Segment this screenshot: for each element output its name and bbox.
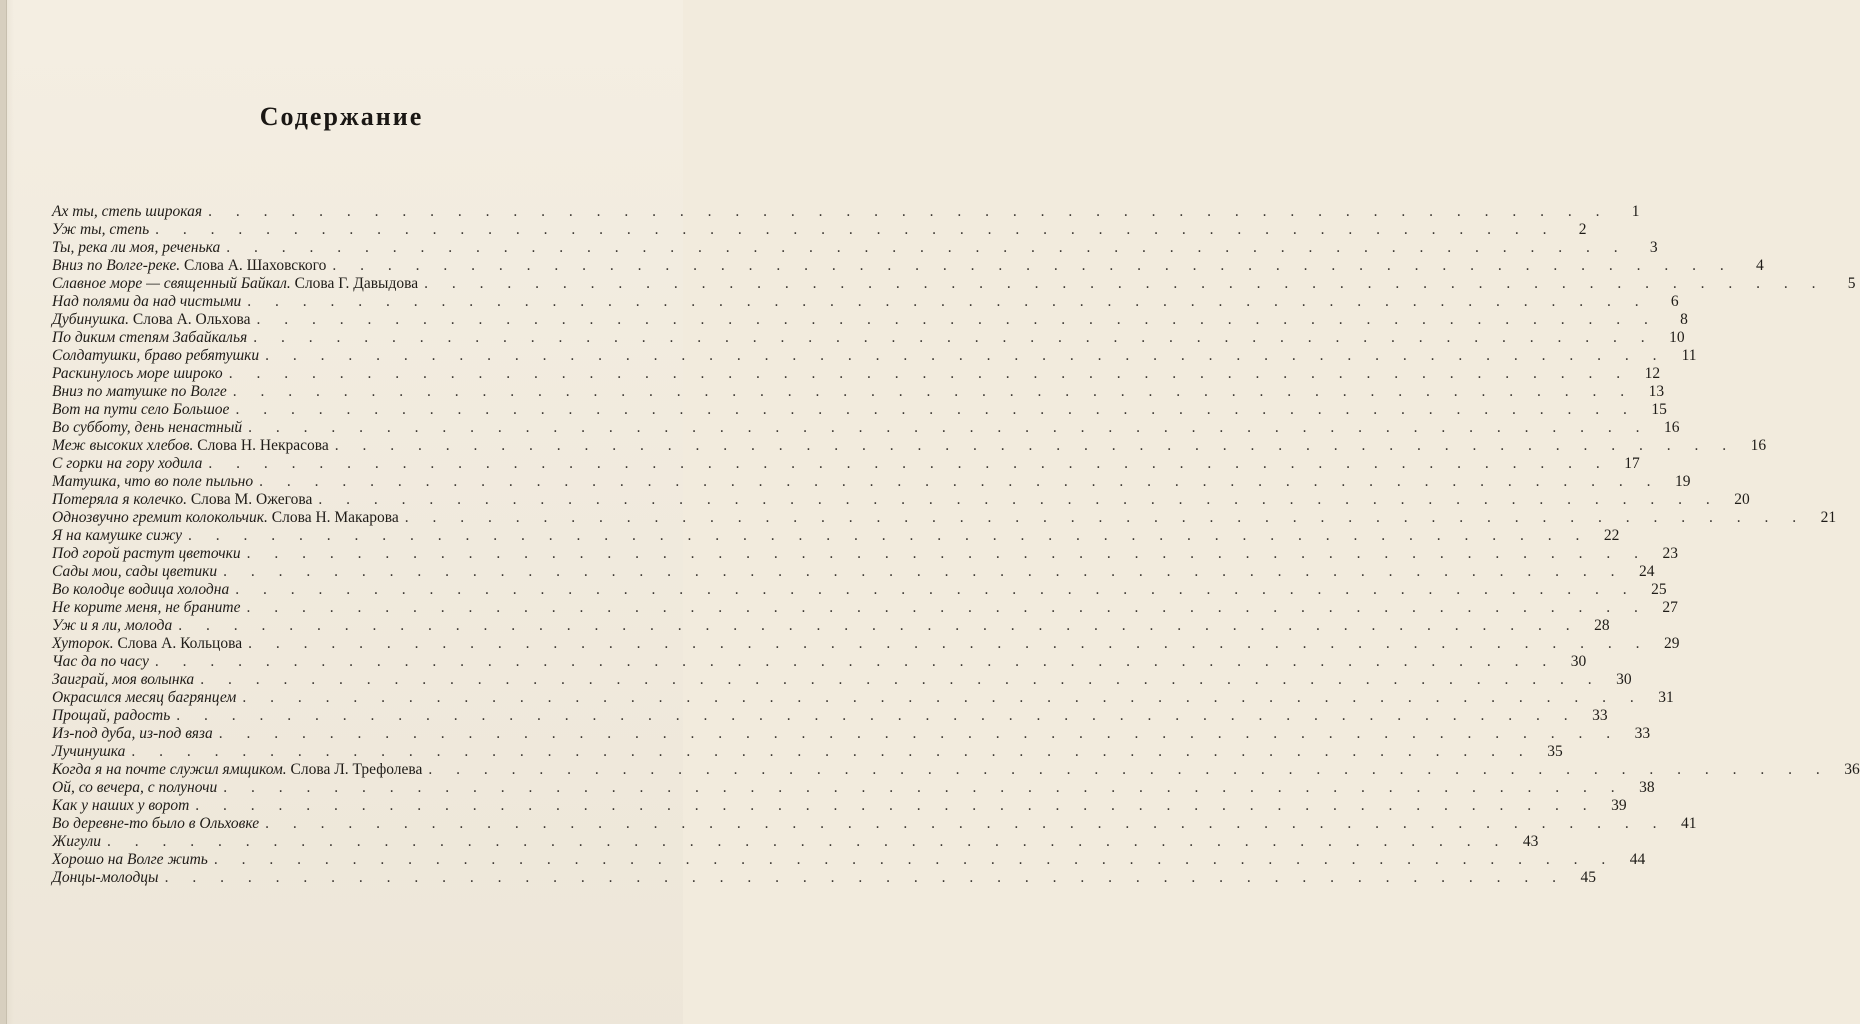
toc-entry[interactable]	[52, 563, 1655, 581]
toc-entry-text	[52, 509, 399, 527]
page-number: 21	[1820, 509, 1837, 526]
toc-entry-text	[52, 257, 326, 275]
page-number: 30	[1616, 671, 1632, 688]
song-title: Окрасился месяц багрянцем	[52, 689, 237, 706]
song-title: Уж и я ли, молода	[52, 617, 173, 634]
toc-entry-text	[52, 419, 242, 437]
toc-entry-text	[52, 563, 217, 581]
toc-entry[interactable]	[52, 653, 1587, 671]
lyrics-author: Слова Н. Макарова	[271, 509, 399, 526]
page-number: 12	[1644, 365, 1661, 382]
toc-entry[interactable]	[52, 221, 1587, 239]
song-title: Сады мои, сады цветики	[52, 563, 218, 580]
dot-leader: . . . . . . . . . . . . . . . . . . . . . . . . . . . . . . . . . . . . . . . . . . . . . . . . . . .	[246, 599, 1648, 616]
toc-entry[interactable]	[52, 833, 1539, 851]
toc-entry[interactable]	[52, 617, 1610, 635]
dot-leader: . . . . . . . . . . . . . . . . . . . . . . . . . . . . . . . . . . . . . . . . . . . . . . . . . . .	[223, 563, 1625, 580]
song-title: Час да по часу	[52, 653, 149, 670]
page-number: 5	[1847, 275, 1856, 292]
page-number: 35	[1547, 743, 1563, 760]
song-title: Когда я на почте служил ямщиком.	[52, 761, 287, 778]
dot-leader: . . . . . . . . . . . . . . . . . . . . . . . . . . . . . . . . . . . . . . . . . . . . . . . . . . .	[228, 365, 1631, 382]
dot-leader: . . . . . . . . . . . . . . . . . . . . . . . . . . . . . . . . . . . . . . . . . . . . . . . . . . .	[106, 833, 1509, 850]
toc-entry-text	[52, 869, 159, 887]
dot-leader: . . . . . . . . . . . . . . . . . . . . . . . . . . . . . . . . . . . . . . . . . . . . . . . . . . .	[265, 815, 1667, 832]
dot-leader: . . . . . . . . . . . . . . . . . . . . . . . . . . . . . . . . . . . . . . . . . . . . . . . . . . .	[226, 239, 1628, 256]
toc-entry-text	[52, 761, 422, 779]
page-number: 8	[1680, 311, 1688, 328]
toc-entry-text	[52, 275, 418, 293]
song-title: Ах ты, степь широкая	[52, 203, 203, 220]
toc-entry-text	[52, 743, 125, 761]
page-number: 10	[1669, 329, 1685, 346]
lyrics-author: Слова А. Кольцова	[117, 635, 243, 652]
song-title: Как у наших у ворот	[52, 797, 190, 814]
toc-entry[interactable]	[52, 545, 1678, 563]
dot-leader: . . . . . . . . . . . . . . . . . . . . . . . . . . . . . . . . . . . . . . . . . . . . . . . . . . .	[242, 689, 1644, 706]
dot-leader: . . . . . . . . . . . . . . . . . . . . . . . . . . . . . . . . . . . . . . . . . . . . . . . . . . .	[208, 203, 1610, 220]
page-number: 45	[1580, 869, 1596, 886]
song-title: Меж высоких хлебов.	[52, 437, 194, 454]
dot-leader: . . . . . . . . . . . . . . . . . . . . . . . . . . . . . . . . . . . . . . . . . . . . . . . . . . .	[232, 383, 1635, 400]
toc-entry[interactable]	[52, 761, 1860, 779]
toc-entry[interactable]	[52, 365, 1661, 383]
toc-entry[interactable]	[52, 347, 1697, 365]
dot-leader: . . . . . . . . . . . . . . . . . . . . . . . . . . . . . . . . . . . . . . . . . . . . . . . . . . .	[200, 671, 1602, 688]
lyrics-author: Слова А. Шаховского	[184, 257, 327, 274]
page-number: 33	[1592, 707, 1608, 724]
toc-entry-text	[52, 797, 189, 815]
toc-entry-text	[52, 347, 259, 365]
page-number: 13	[1648, 383, 1665, 400]
page-number: 38	[1639, 779, 1655, 796]
dot-leader: . . . . . . . . . . . . . . . . . . . . . . . . . . . . . . . . . . . . . . . . . . . . . . . . . . .	[223, 779, 1625, 796]
song-title: Над полями да над чистыми	[52, 293, 242, 310]
song-title: Из-под дуба, из-под вяза	[52, 725, 213, 742]
page-number: 15	[1651, 401, 1667, 418]
song-title: Жигули	[52, 833, 101, 850]
song-title: Славное море — священный Байкал.	[52, 275, 291, 292]
song-title: Во субботу, день ненастный	[52, 419, 243, 436]
song-title: Хорошо на Волге жить	[52, 851, 208, 868]
song-title: Дубинушка.	[52, 311, 130, 328]
page-number: 19	[1674, 473, 1691, 490]
toc-entry-text	[52, 851, 208, 869]
toc-entry[interactable]	[52, 635, 1680, 653]
page-number: 6	[1670, 293, 1679, 310]
page-number: 36	[1844, 761, 1860, 778]
toc-entry[interactable]	[52, 851, 1646, 869]
toc-entry-text	[52, 455, 202, 473]
page-number: 20	[1734, 491, 1750, 508]
toc-entry[interactable]	[52, 437, 1767, 455]
song-title: Вот на пути село Большое	[52, 401, 230, 418]
dot-leader: . . . . . . . . . . . . . . . . . . . . . . . . . . . . . . . . . . . . . . . . . . . . . . . . . . .	[176, 707, 1578, 724]
page-number: 31	[1658, 689, 1674, 706]
toc-entry[interactable]	[52, 707, 1608, 725]
toc-entry[interactable]	[52, 293, 1679, 311]
toc-entry[interactable]	[52, 815, 1697, 833]
toc-entry[interactable]	[52, 329, 1685, 347]
dot-leader: . . . . . . . . . . . . . . . . . . . . . . . . . . . . . . . . . . . . . . . . . . . . . . . . . . .	[235, 401, 1637, 418]
song-title: С горки на гору ходила	[52, 455, 203, 472]
song-title: Прощай, радость	[52, 707, 171, 724]
page-number: 4	[1756, 257, 1764, 274]
page-number: 23	[1662, 545, 1678, 562]
toc-entry-text	[52, 545, 241, 563]
toc-entry-text	[52, 779, 217, 797]
song-title: Не корите меня, не браните	[52, 599, 241, 616]
toc-entry[interactable]	[52, 689, 1674, 707]
lyrics-author: Слова Г. Давыдова	[294, 275, 419, 292]
table-of-contents	[52, 203, 1860, 887]
toc-entry-text	[52, 383, 227, 401]
song-title: Донцы-молодцы	[52, 869, 159, 886]
dot-leader: . . . . . . . . . . . . . . . . . . . . . . . . . . . . . . . . . . . . . . . . . . . . . . . . . . .	[195, 797, 1597, 814]
dot-leader: . . . . . . . . . . . . . . . . . . . . . . . . . . . . . . . . . . . . . . . . . . . . . . . . . . .	[208, 455, 1610, 472]
page-number: 2	[1578, 221, 1587, 238]
dot-leader: . . . . . . . . . . . . . . . . . . . . . . . . . . . . . . . . . . . . . . . . . . . . . . . . . . .	[218, 725, 1621, 742]
song-title: Однозвучно гремит колокольчик.	[52, 509, 268, 526]
toc-entry-text	[52, 437, 329, 455]
song-title: По диким степям Забайкалья	[52, 329, 248, 346]
toc-entry-text	[52, 491, 312, 509]
lyrics-author: Слова Н. Некрасова	[197, 437, 329, 454]
toc-entry[interactable]	[52, 383, 1665, 401]
song-title: Заиграй, моя волынка	[52, 671, 195, 688]
dot-leader: . . . . . . . . . . . . . . . . . . . . . . . . . . . . . . . . . . . . . . . . . . . . . . . . . . .	[131, 743, 1533, 760]
dot-leader: . . . . . . . . . . . . . . . . . . . . . . . . . . . . . . . . . . . . . . . . . . . . . . . . . . .	[246, 545, 1648, 562]
page-edge	[0, 0, 7, 1024]
page-number: 11	[1681, 347, 1697, 364]
song-title: Вниз по Волге-реке.	[52, 257, 181, 274]
dot-leader: . . . . . . . . . . . . . . . . . . . . . . . . . . . . . . . . . . . . . . . . . . . . . . . . . . .	[235, 581, 1637, 598]
dot-leader: . . . . . . . . . . . . . . . . . . . . . . . . . . . . . . . . . . . . . . . . . . . . . . . . . . .	[248, 419, 1650, 436]
toc-entry-text	[52, 329, 247, 347]
toc-entry[interactable]	[52, 275, 1856, 293]
page-number: 41	[1680, 815, 1697, 832]
song-title: Солдатушки, браво ребятушки	[52, 347, 260, 364]
toc-entry[interactable]	[52, 671, 1632, 689]
toc-entry[interactable]	[52, 419, 1680, 437]
toc-entry-text	[52, 833, 101, 851]
page-number: 25	[1651, 581, 1667, 598]
song-title: Матушка, что во поле пыльно	[52, 473, 254, 490]
toc-entry-text	[52, 725, 213, 743]
toc-entry[interactable]	[52, 869, 1596, 887]
song-title: Под горой растут цветочки	[52, 545, 241, 562]
toc-entry-text	[52, 221, 149, 239]
toc-entry[interactable]	[52, 311, 1688, 329]
page-number: 44	[1629, 851, 1646, 868]
toc-entry[interactable]	[52, 779, 1655, 797]
toc-entry[interactable]	[52, 797, 1627, 815]
dot-leader: . . . . . . . . . . . . . . . . . . . . . . . . . . . . . . . . . . . . . . . . . . . . . . . . . . .	[164, 869, 1566, 886]
toc-entry[interactable]	[52, 257, 1764, 275]
toc-entry-text	[52, 311, 250, 329]
toc-entry-text	[52, 635, 242, 653]
song-title: Во деревне-то было в Ольховке	[52, 815, 260, 832]
dot-leader: . . . . . . . . . . . . . . . . . . . . . . . . . . . . . . . . . . . . . . . . . . . . . . . . . . .	[247, 293, 1649, 310]
dot-leader: . . . . . . . . . . . . . . . . . . . . . . . . . . . . . . . . . . . . . . . . . . . . . . . . . . .	[265, 347, 1667, 364]
toc-entry-text	[52, 365, 223, 383]
dot-leader: . . . . . . . . . . . . . . . . . . . . . . . . . . . . . . . . . . . . . . . . . . . . . . . . . . .	[332, 257, 1734, 274]
lyrics-author: Слова А. Ольхова	[132, 311, 251, 328]
toc-entry-text	[52, 671, 194, 689]
song-title: Хуторок.	[52, 635, 114, 652]
dot-leader: . . . . . . . . . . . . . . . . . . . . . . . . . . . . . . . . . . . . . . . . . . . . . . . . . . .	[188, 527, 1590, 544]
toc-entry-text	[52, 617, 172, 635]
page-number: 29	[1663, 635, 1680, 652]
page-number: 30	[1570, 653, 1587, 670]
toc-entry[interactable]	[52, 509, 1837, 527]
toc-entry[interactable]	[52, 527, 1620, 545]
dot-leader: . . . . . . . . . . . . . . . . . . . . . . . . . . . . . . . . . . . . . . . . . . . . . . . . . . .	[155, 221, 1557, 238]
dot-leader: . . . . . . . . . . . . . . . . . . . . . . . . . . . . . . . . . . . . . . . . . . . . . . . . . . .	[253, 329, 1655, 346]
page-number: 43	[1522, 833, 1539, 850]
song-title: Я на камушке сижу	[52, 527, 183, 544]
dot-leader: . . . . . . . . . . . . . . . . . . . . . . . . . . . . . . . . . . . . . . . . . . . . . . . . . . .	[178, 617, 1580, 634]
page-number: 3	[1649, 239, 1658, 256]
toc-entry-text	[52, 401, 229, 419]
page-number: 16	[1663, 419, 1680, 436]
toc-entry[interactable]	[52, 203, 1640, 221]
toc-entry-text	[52, 815, 259, 833]
dot-leader: . . . . . . . . . . . . . . . . . . . . . . . . . . . . . . . . . . . . . . . . . . . . . . . . . . .	[213, 851, 1616, 868]
page-number: 24	[1638, 563, 1655, 580]
song-title: Ты, река ли моя, реченька	[52, 239, 221, 256]
toc-entry[interactable]	[52, 455, 1640, 473]
dot-leader: . . . . . . . . . . . . . . . . . . . . . . . . . . . . . . . . . . . . . . . . . . . . . . . . . . .	[256, 311, 1658, 328]
toc-entry[interactable]	[52, 473, 1691, 491]
toc-entry-text	[52, 239, 220, 257]
song-title: Во колодце водица холодна	[52, 581, 230, 598]
song-title: Лучинушка	[52, 743, 126, 760]
toc-entry-text	[52, 599, 240, 617]
toc-entry-text	[52, 527, 182, 545]
page-number: 33	[1634, 725, 1651, 742]
dot-leader: . . . . . . . . . . . . . . . . . . . . . . . . . . . . . . . . . . . . . . . . . . . . . . . . . . .	[424, 275, 1826, 292]
page-number: 27	[1662, 599, 1678, 616]
dot-leader: . . . . . . . . . . . . . . . . . . . . . . . . . . . . . . . . . . . . . . . . . . . . . . . . . . .	[259, 473, 1661, 490]
toc-entry-text	[52, 689, 236, 707]
toc-entry[interactable]	[52, 725, 1651, 743]
song-title: Уж ты, степь	[52, 221, 150, 238]
song-title: Ой, со вечера, с полуночи	[52, 779, 218, 796]
toc-entry-text	[52, 293, 241, 311]
dot-leader: . . . . . . . . . . . . . . . . . . . . . . . . . . . . . . . . . . . . . . . . . . . . . . . . . . .	[428, 761, 1830, 778]
lyrics-author: Слова М. Ожегова	[190, 491, 313, 508]
page-number: 22	[1603, 527, 1620, 544]
lyrics-author: Слова Л. Трефолева	[290, 761, 423, 778]
dot-leader: . . . . . . . . . . . . . . . . . . . . . . . . . . . . . . . . . . . . . . . . . . . . . . . . . . .	[248, 635, 1650, 652]
song-title: Вниз по матушке по Волге	[52, 383, 227, 400]
page-title: Содержание	[259, 102, 424, 132]
toc-entry[interactable]	[52, 599, 1678, 617]
toc-entry[interactable]	[52, 491, 1750, 509]
song-title: Потеряла я колечко.	[52, 491, 187, 508]
toc-entry-text	[52, 653, 149, 671]
page-number: 16	[1750, 437, 1767, 454]
toc-entry-text	[52, 203, 202, 221]
dot-leader: . . . . . . . . . . . . . . . . . . . . . . . . . . . . . . . . . . . . . . . . . . . . . . . . . . .	[334, 437, 1737, 454]
page-number: 28	[1594, 617, 1610, 634]
song-title: Раскинулось море широко	[52, 365, 223, 382]
page-number: 1	[1631, 203, 1640, 220]
toc-entry-text	[52, 581, 229, 599]
toc-entry[interactable]	[52, 743, 1563, 761]
toc-entry[interactable]	[52, 401, 1667, 419]
toc-entry-text	[52, 707, 170, 725]
dot-leader: . . . . . . . . . . . . . . . . . . . . . . . . . . . . . . . . . . . . . . . . . . . . . . . . . . .	[154, 653, 1557, 670]
dot-leader: . . . . . . . . . . . . . . . . . . . . . . . . . . . . . . . . . . . . . . . . . . . . . . . . . . .	[318, 491, 1720, 508]
dot-leader: . . . . . . . . . . . . . . . . . . . . . . . . . . . . . . . . . . . . . . . . . . . . . . . . . . .	[404, 509, 1807, 526]
toc-entry-text	[52, 473, 253, 491]
toc-entry[interactable]	[52, 581, 1667, 599]
page-number: 39	[1611, 797, 1627, 814]
toc-entry[interactable]	[52, 239, 1658, 257]
page-number: 17	[1624, 455, 1640, 472]
